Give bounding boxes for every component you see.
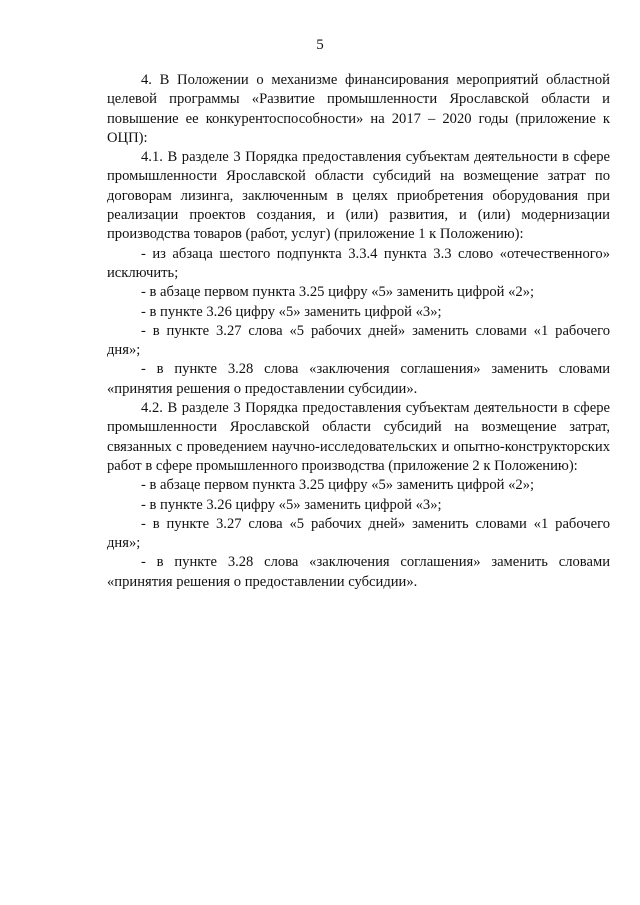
page-number: 5 [316, 37, 324, 53]
list-item: - в пункте 3.28 слова «заключения соглашения» заменить словами «принятия решения о предоставлении субсидии». [107, 361, 610, 397]
paragraph-4: 4. В Положении о механизме финансирования мероприятий областной целевой программы «Развитие промышленности Ярославской области и повышение ее конкурентоспособности» на 2017 – 2020 годы (приложение к ОЦП): [107, 72, 610, 146]
list-item: - в абзаце первом пункта 3.25 цифру «5» заменить цифрой «2»; [141, 477, 535, 494]
list-item: - в пункте 3.26 цифру «5» заменить цифрой «3»; [141, 303, 442, 320]
list-item: - в абзаце первом пункта 3.25 цифру «5» заменить цифрой «2»; [141, 284, 535, 301]
list-item: - из абзаца шестого подпункта 3.3.4 пункта 3.3 слово «отечественного» исключить; [107, 245, 610, 281]
paragraph-4-1: 4.1. В разделе 3 Порядка предоставления субъектам деятельности в сфере промышленности Ярославской области субсидий на возмещение затрат по договорам лизинга, заключенным в целях приобретения оборудования при реализации проектов создания, и (или) развития, и (или) модернизации производства товаров (работ, услуг) (приложение 1 к Положению): [107, 149, 610, 243]
document-body [107, 71, 610, 592]
list-item: - в пункте 3.28 слова «заключения соглашения» заменить словами «принятия решения о предоставлении субсидии». [107, 554, 610, 590]
list-item: - в пункте 3.27 слова «5 рабочих дней» заменить словами «1 рабочего дня»; [107, 515, 610, 552]
list-item: - в пункте 3.26 цифру «5» заменить цифрой «3»; [141, 496, 442, 513]
list-item: - в пункте 3.27 слова «5 рабочих дней» заменить словами «1 рабочего дня»; [107, 322, 610, 359]
paragraph-4-2: 4.2. В разделе 3 Порядка предоставления субъектам деятельности в сфере промышленности Ярославской области субсидий на возмещение затрат, связанных с проведением научно-исследовательских и опытно-конструкторских работ в сфере промышленного производства (приложение 2 к Положению): [107, 400, 610, 474]
